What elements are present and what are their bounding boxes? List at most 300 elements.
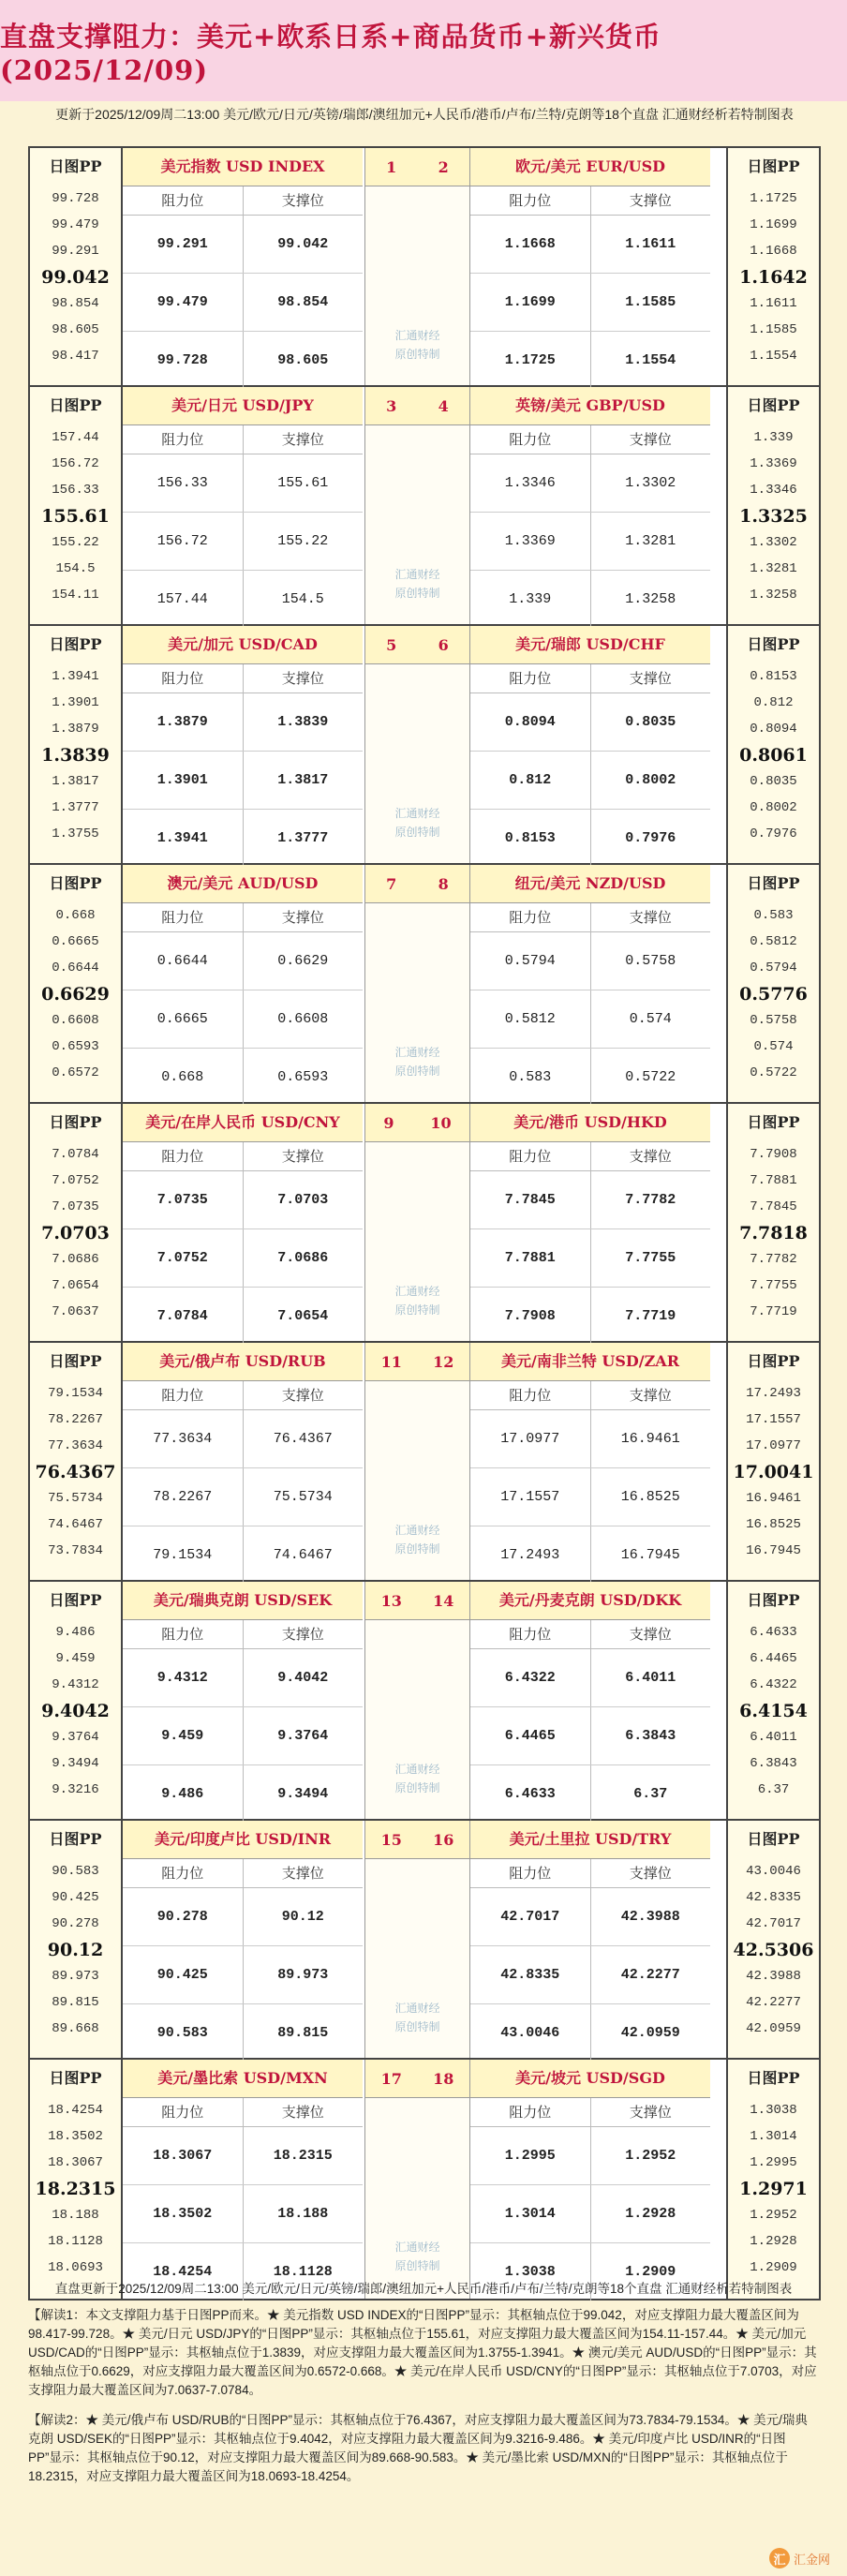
pair-block	[30, 1582, 819, 1821]
support-cell: 99.042	[277, 236, 329, 252]
support-cell: 0.6629	[277, 953, 329, 969]
pair-name: 美元/俄卢布 USD/RUB	[123, 1343, 363, 1381]
pair-number: 3	[386, 396, 397, 415]
level-row	[470, 1171, 710, 1229]
update-note: 更新于2025/12/09周二13:00 美元/欧元/日元/英镑/瑞郎/澳纽加元+人民币/港币/卢布/兰特/克朗等18个直盘 汇通财经析若特制图表	[55, 107, 794, 122]
resistance-cell: 1.3038	[470, 2243, 591, 2301]
level-rows	[123, 693, 363, 867]
level-rows	[470, 2127, 710, 2301]
resistance-header: 阻力位	[470, 186, 591, 215]
resistance-cell: 18.4254	[123, 2243, 244, 2301]
support-cell: 0.7976	[625, 830, 676, 846]
level-rows	[470, 1410, 710, 1584]
pair-block	[30, 1821, 819, 2060]
level-row	[470, 1410, 710, 1468]
level-row	[470, 990, 710, 1049]
level-rows	[470, 1171, 710, 1345]
pp-level: 90.425	[52, 1890, 99, 1905]
watermark	[365, 1521, 469, 1558]
pair-number: 18	[433, 2069, 454, 2088]
resistance-header: 阻力位	[123, 903, 244, 931]
pair-name: 美元/印度卢比 USD/INR	[123, 1821, 363, 1859]
resistance-cell: 78.2267	[123, 1468, 244, 1526]
level-row	[123, 1468, 363, 1526]
pair-block	[30, 1343, 819, 1582]
resistance-cell: 0.583	[470, 1049, 591, 1106]
level-rows	[123, 454, 363, 628]
level-row	[123, 1649, 363, 1707]
daily-pp-header: 日图PP	[747, 635, 800, 653]
watermark	[365, 1999, 469, 2036]
resistance-cell: 18.3502	[123, 2185, 244, 2242]
level-rows	[470, 216, 710, 389]
column-header	[470, 1620, 710, 1649]
level-row	[123, 1171, 363, 1229]
level-row	[470, 332, 710, 389]
pivot-value: 7.0703	[41, 1223, 110, 1243]
pp-level: 1.3369	[750, 456, 797, 471]
pp-level: 0.8094	[750, 722, 797, 737]
support-cell: 0.6593	[277, 1069, 329, 1085]
level-rows	[470, 1649, 710, 1823]
page-title: 直盘支撑阻力：美元+欧系日系+商品货币+新兴货币(2025/12/09)	[0, 0, 847, 101]
support-header: 支撑位	[281, 192, 324, 209]
pivot-value: 17.0041	[733, 1462, 814, 1482]
pair-number-column	[364, 387, 470, 624]
pair-number: 17	[380, 2069, 402, 2088]
footer-note-2: 【解读2：★ 美元/俄卢布 USD/RUB的“日图PP”显示：其枢轴点位于76.4367，对应支撑阻力最大覆盖区间为73.7834-79.1534。★ 美元/瑞典克朗 USD/SEK的“日图PP”显示：其枢轴点位于9.4042，对应支撑阻力最大覆盖区间为9.3216-9.486。★ 美元/印度卢比 USD/INR的“日图PP”显示：其枢轴点位于90.12，对应支撑阻力最大覆盖区间为89.668-90.583。★ 美元/墨比索 USD/MXN的“日图PP”显示：其枢轴点位于18.2315，对应支撑阻力最大覆盖区间为18.0693-18.4254。	[28, 2413, 808, 2483]
pair-name: 美元/加元 USD/CAD	[123, 626, 363, 664]
pp-level: 98.605	[52, 322, 99, 337]
pp-level: 79.1534	[48, 1386, 103, 1401]
daily-pp-column	[30, 387, 123, 624]
resistance-cell: 7.7845	[470, 1171, 591, 1228]
level-row	[470, 1707, 710, 1765]
watermark	[365, 804, 469, 841]
watermark-line: 原创特制	[394, 1065, 440, 1078]
resistance-cell: 6.4465	[470, 1707, 591, 1764]
pp-level: 0.6572	[52, 1065, 99, 1080]
level-row	[470, 1888, 710, 1946]
pair-panel	[123, 387, 363, 624]
pp-level: 1.339	[753, 430, 794, 445]
pp-level: 1.3777	[52, 800, 99, 815]
pair-name: 美元/丹麦克朗 USD/DKK	[470, 1582, 710, 1620]
pp-level: 17.0977	[746, 1438, 801, 1453]
level-row	[470, 752, 710, 810]
daily-pp-column	[726, 626, 819, 863]
column-header	[123, 1859, 363, 1888]
resistance-cell: 1.2995	[470, 2127, 591, 2184]
pair-panel	[123, 626, 363, 863]
watermark	[365, 1043, 469, 1080]
pivot-value: 1.3325	[739, 506, 808, 527]
watermark-line: 原创特制	[394, 1303, 440, 1317]
watermark	[365, 1282, 469, 1319]
level-row	[123, 216, 363, 274]
support-cell: 6.3843	[625, 1728, 676, 1744]
pp-level: 77.3634	[48, 1438, 103, 1453]
support-cell: 16.9461	[620, 1431, 680, 1447]
daily-pp-column	[726, 387, 819, 624]
pp-level: 1.3941	[52, 669, 99, 684]
pivot-value: 42.5306	[733, 1940, 814, 1960]
daily-pp-column	[30, 2060, 123, 2299]
pp-level: 1.3038	[750, 2103, 797, 2118]
pp-level: 1.3281	[750, 561, 797, 576]
support-cell: 18.2315	[273, 2148, 333, 2164]
resistance-header: 阻力位	[470, 1381, 591, 1409]
resistance-header: 阻力位	[123, 186, 244, 215]
level-row	[123, 1707, 363, 1765]
pp-level: 0.5794	[750, 960, 797, 975]
pair-number: 11	[380, 1352, 402, 1371]
pp-level: 16.7945	[746, 1543, 801, 1558]
resistance-header: 阻力位	[470, 664, 591, 692]
pp-level: 74.6467	[48, 1517, 103, 1532]
pair-number-column	[364, 2060, 470, 2299]
pp-level: 7.7755	[750, 1278, 797, 1293]
pp-level: 0.668	[55, 908, 96, 923]
pp-level: 6.4011	[750, 1730, 797, 1745]
support-cell: 98.854	[277, 294, 329, 310]
pivot-value: 90.12	[47, 1940, 104, 1960]
resistance-cell: 156.33	[123, 454, 244, 512]
pp-level: 73.7834	[48, 1543, 103, 1558]
resistance-header: 阻力位	[123, 1620, 244, 1648]
pair-name: 美元/墨比索 USD/MXN	[123, 2060, 363, 2098]
daily-pp-column	[726, 1821, 819, 2058]
resistance-header: 阻力位	[123, 1859, 244, 1887]
level-rows	[123, 1649, 363, 1823]
pair-number: 15	[380, 1830, 402, 1849]
pair-panel	[123, 2060, 363, 2299]
resistance-cell: 77.3634	[123, 1410, 244, 1467]
support-cell: 16.8525	[620, 1489, 680, 1505]
support-header: 支撑位	[281, 1865, 324, 1882]
brand-logo	[769, 2548, 830, 2569]
pp-level: 1.3302	[750, 535, 797, 550]
watermark-line: 原创特制	[394, 2020, 440, 2033]
daily-pp-header: 日图PP	[49, 1113, 102, 1131]
watermark-line: 原创特制	[394, 587, 440, 600]
resistance-header: 阻力位	[123, 1381, 244, 1409]
pair-numbers	[365, 1104, 469, 1142]
resistance-cell: 7.0752	[123, 1229, 244, 1287]
pp-level: 89.973	[52, 1969, 99, 1984]
pair-number: 14	[433, 1591, 454, 1610]
pp-level: 16.8525	[746, 1517, 801, 1532]
pair-panel	[123, 148, 363, 385]
support-cell: 7.7755	[625, 1250, 676, 1266]
pp-level: 18.4254	[48, 2103, 103, 2118]
pp-level: 9.3764	[52, 1730, 99, 1745]
resistance-cell: 0.812	[470, 752, 591, 809]
pair-number-column	[364, 148, 470, 385]
pp-level: 99.479	[52, 217, 99, 232]
level-row	[123, 693, 363, 752]
pair-number: 10	[430, 1113, 452, 1132]
pair-number: 8	[438, 874, 449, 893]
pp-level: 7.7881	[750, 1173, 797, 1188]
resistance-cell: 1.3941	[123, 810, 244, 867]
support-header: 支撑位	[281, 1148, 324, 1165]
pp-level: 154.5	[55, 561, 96, 576]
daily-pp-header: 日图PP	[49, 1830, 102, 1848]
support-cell: 1.3817	[277, 772, 329, 788]
pair-name: 澳元/美元 AUD/USD	[123, 865, 363, 903]
support-cell: 155.61	[277, 475, 329, 491]
pp-level: 18.3067	[48, 2155, 103, 2170]
pair-number: 16	[433, 1830, 454, 1849]
daily-pp-column	[726, 1582, 819, 1819]
pair-number: 4	[438, 396, 449, 415]
support-cell: 18.1128	[273, 2264, 333, 2280]
pp-level: 89.668	[52, 2021, 99, 2036]
resistance-cell: 17.0977	[470, 1410, 591, 1467]
column-header	[470, 903, 710, 932]
level-row	[123, 1229, 363, 1288]
pp-level: 9.3494	[52, 1756, 99, 1771]
pair-block	[30, 148, 819, 387]
pair-block	[30, 1104, 819, 1343]
level-row	[123, 513, 363, 571]
pair-numbers	[365, 148, 469, 186]
level-rows	[123, 216, 363, 389]
daily-pp-column	[30, 1104, 123, 1341]
pp-level: 42.8335	[746, 1890, 801, 1905]
pp-level: 0.8035	[750, 774, 797, 789]
daily-pp-header: 日图PP	[49, 1352, 102, 1370]
resistance-cell: 1.3346	[470, 454, 591, 512]
pair-panel	[470, 148, 710, 385]
watermark-line: 汇通财经	[394, 1524, 440, 1537]
level-row	[470, 1229, 710, 1288]
pp-level: 7.0752	[52, 1173, 99, 1188]
support-cell: 0.574	[629, 1011, 672, 1027]
daily-pp-header: 日图PP	[49, 157, 102, 175]
support-cell: 0.5722	[625, 1069, 676, 1085]
pair-panel	[470, 865, 710, 1102]
watermark-line: 汇通财经	[394, 329, 440, 342]
footer-update: 直盘更新于2025/12/09周二13:00 美元/欧元/日元/英镑/瑞郎/澳纽加元+人民币/港币/卢布/兰特/克朗等18个直盘 汇通财经析若特制图表	[54, 2282, 793, 2296]
resistance-cell: 9.486	[123, 1765, 244, 1823]
pivot-value: 1.3839	[41, 745, 110, 766]
support-cell: 1.3777	[277, 830, 329, 846]
pair-name: 美元/坡元 USD/SGD	[470, 2060, 710, 2098]
level-row	[470, 693, 710, 752]
pp-level: 1.1725	[750, 191, 797, 206]
pair-panel	[470, 1582, 710, 1819]
resistance-cell: 6.4633	[470, 1765, 591, 1823]
pp-level: 155.22	[52, 535, 99, 550]
pp-level: 6.3843	[750, 1756, 797, 1771]
support-cell: 1.1585	[625, 294, 676, 310]
pp-level: 75.5734	[48, 1491, 103, 1506]
pp-level: 9.3216	[52, 1782, 99, 1797]
column-header	[123, 186, 363, 216]
level-row	[123, 1765, 363, 1823]
pivot-value: 99.042	[41, 267, 110, 288]
level-row	[470, 932, 710, 990]
pair-name: 欧元/美元 EUR/USD	[470, 148, 710, 186]
pivot-value: 155.61	[41, 506, 110, 527]
pp-level: 154.11	[52, 588, 99, 603]
level-row	[470, 1946, 710, 2004]
pp-level: 6.4322	[750, 1677, 797, 1692]
watermark	[365, 326, 469, 364]
daily-pp-column	[30, 1821, 123, 2058]
resistance-cell: 42.8335	[470, 1946, 591, 2003]
pp-level: 1.2952	[750, 2208, 797, 2223]
pp-level: 99.291	[52, 244, 99, 259]
support-cell: 89.815	[277, 2025, 329, 2041]
support-cell: 9.4042	[277, 1670, 329, 1686]
pp-level: 157.44	[52, 430, 99, 445]
level-row	[123, 1946, 363, 2004]
pair-name: 美元/日元 USD/JPY	[123, 387, 363, 425]
level-rows	[123, 932, 363, 1106]
daily-pp-column	[30, 626, 123, 863]
daily-pp-column	[30, 148, 123, 385]
pp-level: 156.33	[52, 483, 99, 498]
pair-number: 9	[383, 1113, 394, 1132]
pair-numbers	[365, 2060, 469, 2098]
daily-pp-column	[30, 865, 123, 1102]
watermark-line: 汇通财经	[394, 2241, 440, 2254]
pair-block	[30, 626, 819, 865]
pp-level: 156.72	[52, 456, 99, 471]
pivot-value: 6.4154	[739, 1701, 808, 1721]
pp-level: 9.486	[55, 1625, 96, 1640]
support-cell: 1.3258	[625, 591, 676, 607]
support-cell: 6.37	[633, 1786, 668, 1802]
support-header: 支撑位	[629, 1626, 672, 1643]
level-row	[470, 1649, 710, 1707]
level-row	[470, 1288, 710, 1345]
resistance-cell: 0.8153	[470, 810, 591, 867]
pp-level: 89.815	[52, 1995, 99, 2010]
support-cell: 155.22	[277, 533, 329, 549]
support-cell: 7.0654	[277, 1308, 329, 1324]
level-row	[470, 1468, 710, 1526]
level-row	[470, 216, 710, 274]
daily-pp-column	[726, 865, 819, 1102]
pp-level: 1.1699	[750, 217, 797, 232]
watermark-line: 原创特制	[394, 1542, 440, 1556]
support-cell: 16.7945	[620, 1547, 680, 1563]
watermark-line: 汇通财经	[394, 1046, 440, 1059]
pp-level: 18.188	[52, 2208, 99, 2223]
support-cell: 1.3839	[277, 714, 329, 730]
pp-level: 99.728	[52, 191, 99, 206]
daily-pp-column	[726, 1343, 819, 1580]
daily-pp-header: 日图PP	[747, 874, 800, 892]
pp-level: 0.5758	[750, 1013, 797, 1028]
watermark-line: 汇通财经	[394, 1285, 440, 1298]
column-header	[470, 2098, 710, 2127]
resistance-cell: 99.479	[123, 274, 244, 331]
pair-name: 美元/港币 USD/HKD	[470, 1104, 710, 1142]
pp-level: 1.3014	[750, 2129, 797, 2144]
daily-pp-header: 日图PP	[49, 1591, 102, 1609]
support-header: 支撑位	[629, 670, 672, 687]
watermark-line: 汇通财经	[394, 568, 440, 581]
support-cell: 154.5	[281, 591, 324, 607]
daily-pp-column	[30, 1343, 123, 1580]
resistance-cell: 0.6644	[123, 932, 244, 990]
pair-numbers	[365, 387, 469, 425]
pair-block	[30, 2060, 819, 2299]
pp-level: 1.3346	[750, 483, 797, 498]
pair-numbers	[365, 1582, 469, 1620]
logo-text: 汇金网	[793, 2552, 830, 2567]
daily-pp-header: 日图PP	[747, 2069, 800, 2087]
footer-note-1: 【解读1：本文支撑阻力基于日图PP而来。★ 美元指数 USD INDEX的“日图PP”显示：其枢轴点位于99.042，对应支撑阻力最大覆盖区间为98.417-99.728。★ 美元/日元 USD/JPY的“日图PP”显示：其枢轴点位于155.61，对应支撑阻力最大覆盖区间为154.11-157.44。★ 美元/加元 USD/CAD的“日图PP”显示：其枢轴点位于1.3839，对应支撑阻力最大覆盖区间为1.3755-1.3941。★ 澳元/美元 AUD/USD的“日图PP”显示：其枢轴点位于0.6629，对应支撑阻力最大覆盖区间为0.6572-0.668。★ 美元/在岸人民币 USD/CNY的“日图PP”显示：其枢轴点位于7.0703，对应支撑阻力最大覆盖区间为7.0637-7.0784。	[28, 2308, 817, 2397]
support-header: 支撑位	[629, 1387, 672, 1404]
pair-number-column	[364, 1104, 470, 1341]
pp-level: 1.3817	[52, 774, 99, 789]
level-row	[123, 2185, 363, 2243]
pp-level: 17.2493	[746, 1386, 801, 1401]
support-header: 支撑位	[281, 2104, 324, 2121]
pp-level: 7.0654	[52, 1278, 99, 1293]
pivot-value: 0.6629	[41, 984, 110, 1005]
pp-level: 42.7017	[746, 1916, 801, 1931]
support-cell: 0.5758	[625, 953, 676, 969]
support-cell: 1.1554	[625, 352, 676, 368]
column-header	[123, 1620, 363, 1649]
pair-name: 美元指数 USD INDEX	[123, 148, 363, 186]
level-row	[470, 274, 710, 332]
daily-pp-header: 日图PP	[747, 157, 800, 175]
level-rows	[470, 932, 710, 1106]
support-cell: 18.188	[277, 2206, 329, 2222]
pp-level: 1.3879	[52, 722, 99, 737]
support-cell: 42.0959	[620, 2025, 680, 2041]
pp-level: 0.6665	[52, 934, 99, 949]
pp-level: 0.5812	[750, 934, 797, 949]
level-row	[123, 2004, 363, 2062]
resistance-header: 阻力位	[470, 1620, 591, 1648]
pair-number: 12	[433, 1352, 454, 1371]
pp-level: 0.6593	[52, 1039, 99, 1054]
pp-level: 7.0735	[52, 1199, 99, 1214]
daily-pp-column	[726, 2060, 819, 2299]
level-rows	[470, 693, 710, 867]
resistance-cell: 1.3369	[470, 513, 591, 570]
support-cell: 1.2952	[625, 2148, 676, 2164]
resistance-cell: 43.0046	[470, 2004, 591, 2062]
pp-level: 1.1668	[750, 244, 797, 259]
resistance-cell: 9.4312	[123, 1649, 244, 1706]
daily-pp-header: 日图PP	[747, 1591, 800, 1609]
level-row	[123, 274, 363, 332]
column-header	[123, 1142, 363, 1171]
pivot-value: 9.4042	[41, 1701, 110, 1721]
pp-level: 6.4633	[750, 1625, 797, 1640]
pair-panel	[470, 1343, 710, 1580]
daily-pp-header: 日图PP	[49, 2069, 102, 2087]
pivot-value: 76.4367	[35, 1462, 116, 1482]
resistance-header: 阻力位	[123, 2098, 244, 2126]
level-row	[470, 810, 710, 867]
watermark-line: 汇通财经	[394, 1763, 440, 1776]
resistance-cell: 0.5794	[470, 932, 591, 990]
column-header	[470, 186, 710, 216]
watermark-line: 汇通财经	[394, 2002, 440, 2015]
pair-panel	[470, 1821, 710, 2058]
